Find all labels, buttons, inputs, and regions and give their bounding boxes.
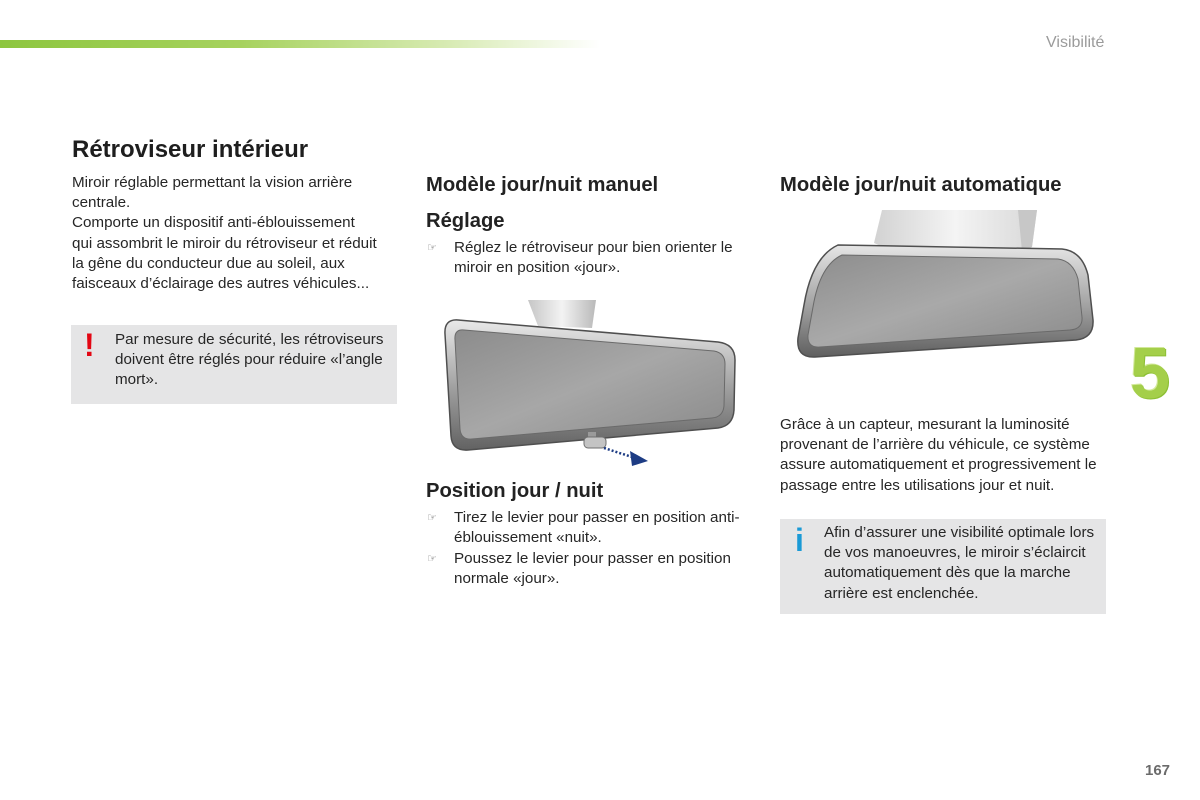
manual-mirror-illustration <box>438 298 743 470</box>
description-line: provenant de l’arrière du véhicule, ce système <box>780 436 1090 454</box>
warning-box <box>71 325 397 404</box>
warning-line: Par mesure de sécurité, les rétroviseurs <box>115 331 384 348</box>
info-line: automatiquement dès que la marche <box>824 564 1071 582</box>
adjustment-line: Réglez le rétroviseur pour bien orienter le <box>454 239 733 256</box>
intro-line: Comporte un dispositif anti-éblouissement <box>72 214 355 232</box>
intro-line: la gêne du conducteur due au soleil, aux <box>72 254 345 272</box>
section-title: Visibilité <box>1046 34 1105 51</box>
info-text <box>824 523 1094 604</box>
intro-line: centrale. <box>72 194 131 212</box>
intro-line: qui assombrit le miroir du rétroviseur et réduit <box>72 234 377 252</box>
chapter-number: 5 <box>1130 334 1171 414</box>
position-line: Tirez le levier pour passer en position anti- <box>454 509 740 526</box>
pointer-hand-icon: ☞ <box>427 241 437 254</box>
automatic-description <box>780 415 1097 496</box>
pointer-hand-icon: ☞ <box>427 552 437 565</box>
intro-line: Miroir réglable permettant la vision arrière <box>72 174 353 191</box>
warning-line: doivent être réglés pour réduire «l’angle <box>115 351 383 369</box>
info-icon: i <box>795 522 804 558</box>
description-line: passage entre les utilisations jour et nuit. <box>780 476 1055 494</box>
automatic-mirror-illustration <box>790 205 1102 365</box>
position-item <box>454 508 740 548</box>
intro-paragraph <box>72 173 377 294</box>
description-line: Grâce à un capteur, mesurant la luminosité <box>780 416 1070 433</box>
info-line: de vos manoeuvres, le miroir s’éclaircit <box>824 544 1086 562</box>
manual-model-heading: Modèle jour/nuit manuel <box>426 174 659 196</box>
pull-direction-arrow <box>604 448 648 466</box>
adjustment-line: miroir en position «jour». <box>454 259 621 277</box>
intro-line: faisceaux d’éclairage des autres véhicules... <box>72 275 370 293</box>
info-line: Afin d’assurer une visibilité optimale lors <box>824 524 1095 541</box>
position-line: éblouissement «nuit». <box>454 529 602 547</box>
mirror-mount <box>874 210 1037 251</box>
warning-icon: ! <box>84 327 95 363</box>
position-line: Poussez le levier pour passer en position <box>454 550 731 567</box>
position-line: normale «jour». <box>454 570 560 588</box>
position-item <box>454 549 731 589</box>
info-line: arrière est enclenchée. <box>824 584 979 602</box>
page-title: Rétroviseur intérieur <box>72 136 309 163</box>
warning-line: mort». <box>115 371 159 389</box>
page-number: 167 <box>1145 762 1171 779</box>
position-heading: Position jour / nuit <box>426 480 604 502</box>
mirror-mount <box>528 300 596 328</box>
adjustment-heading: Réglage <box>426 210 505 232</box>
automatic-model-heading: Modèle jour/nuit automatique <box>780 174 1062 196</box>
description-line: assure automatiquement et progressivement le <box>780 456 1097 474</box>
warning-text <box>115 330 383 391</box>
pointer-hand-icon: ☞ <box>427 511 437 524</box>
info-box <box>780 519 1106 614</box>
adjustment-item <box>454 238 733 278</box>
header-accent-bar <box>0 40 600 48</box>
